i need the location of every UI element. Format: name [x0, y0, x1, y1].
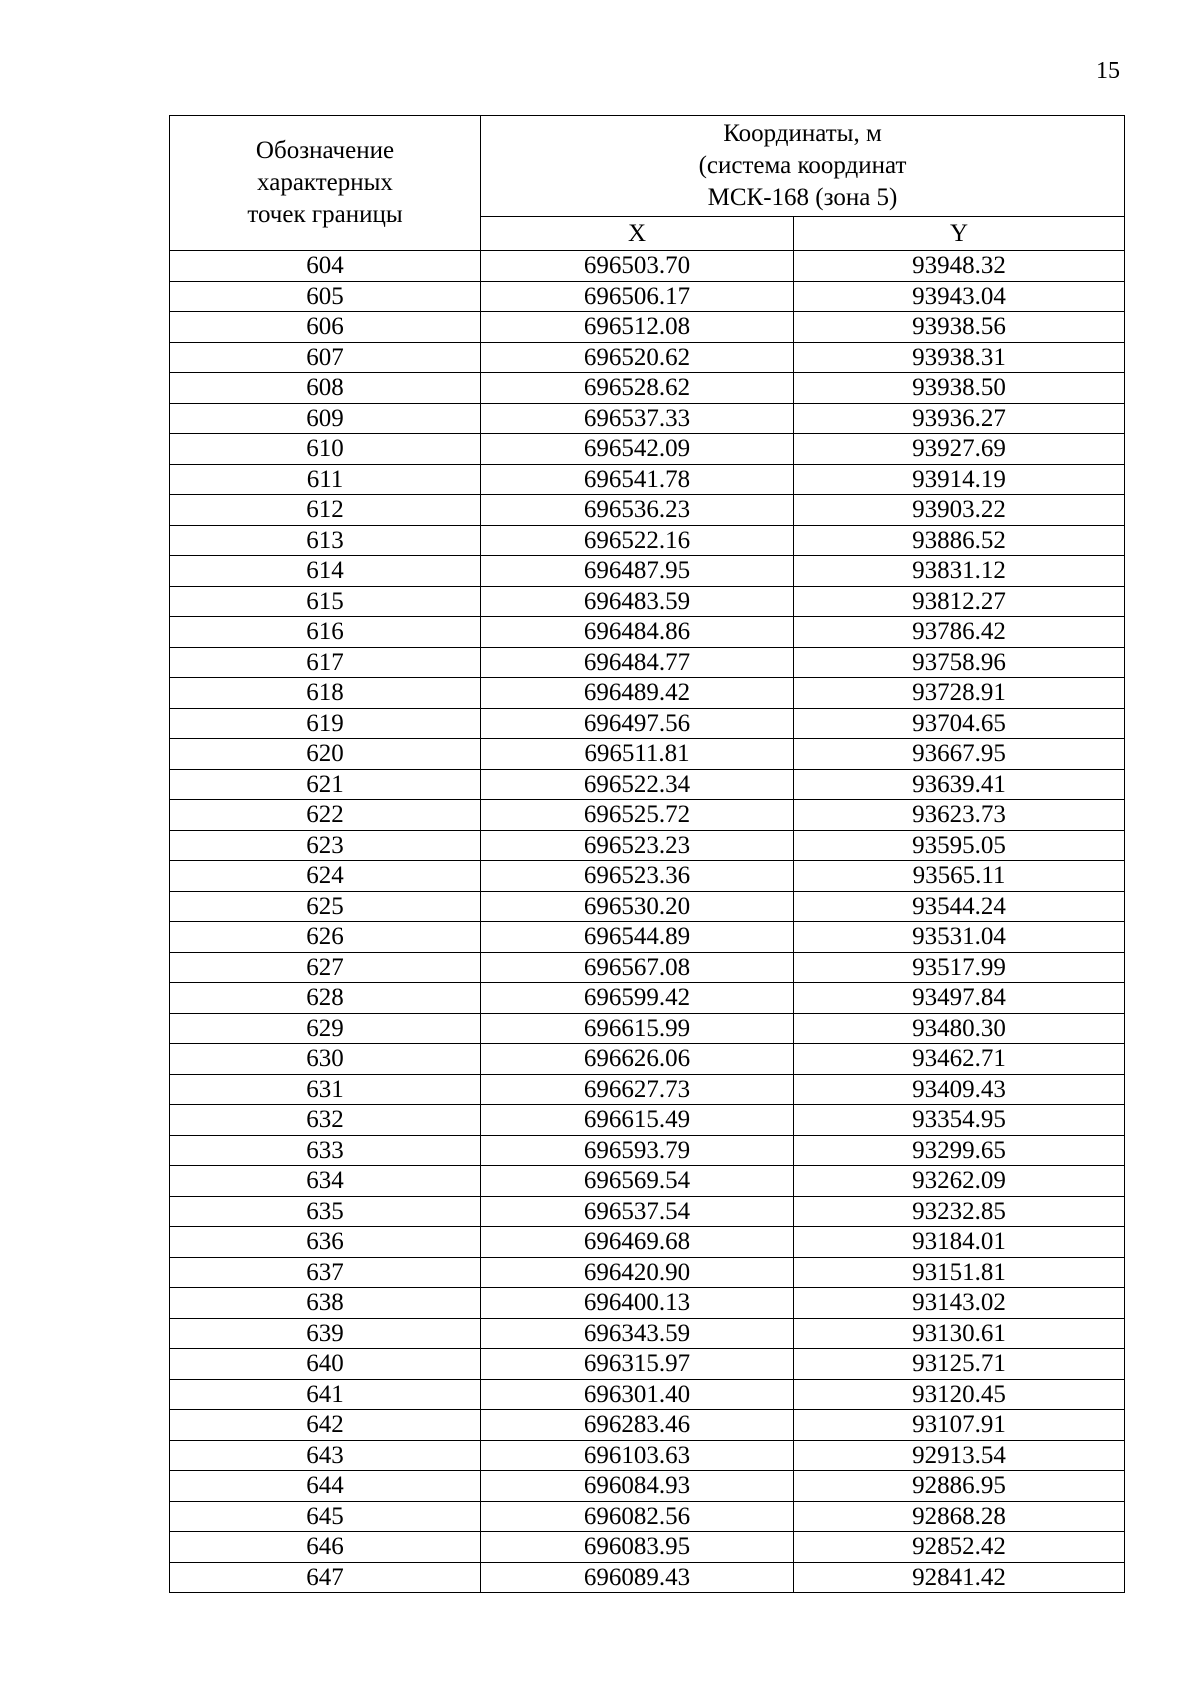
point-cell: 645: [170, 1501, 481, 1532]
header-point-line-1: Обозначение: [255, 137, 395, 164]
table-row: [170, 251, 1125, 282]
point-cell: 607: [170, 342, 481, 373]
header-point-designation: [170, 116, 481, 251]
header-coordinates-line-1: Координаты, м: [723, 119, 882, 147]
point-cell: 611: [170, 464, 481, 495]
x-cell: 696489.42: [481, 678, 794, 709]
table-row: [170, 1074, 1125, 1105]
x-cell: 696542.09: [481, 434, 794, 465]
y-cell: 93936.27: [794, 403, 1125, 434]
y-cell: 93667.95: [794, 739, 1125, 770]
point-cell: 624: [170, 861, 481, 892]
y-cell: 93151.81: [794, 1257, 1125, 1288]
table-row: [170, 1532, 1125, 1563]
y-cell: 92841.42: [794, 1562, 1125, 1593]
point-cell: 639: [170, 1318, 481, 1349]
x-cell: 696487.95: [481, 556, 794, 587]
y-cell: 93143.02: [794, 1288, 1125, 1319]
table-row: [170, 1196, 1125, 1227]
point-cell: 619: [170, 708, 481, 739]
table-row: [170, 739, 1125, 770]
y-cell: 93704.65: [794, 708, 1125, 739]
table-row: [170, 586, 1125, 617]
table-row: [170, 495, 1125, 526]
y-cell: 93639.41: [794, 769, 1125, 800]
point-cell: 642: [170, 1410, 481, 1441]
y-cell: 93943.04: [794, 281, 1125, 312]
y-cell: 93938.50: [794, 373, 1125, 404]
point-cell: 646: [170, 1532, 481, 1563]
point-cell: 640: [170, 1349, 481, 1380]
coordinates-table: [169, 115, 1125, 1593]
point-cell: 621: [170, 769, 481, 800]
point-cell: 647: [170, 1562, 481, 1593]
y-cell: 93938.31: [794, 342, 1125, 373]
point-cell: 610: [170, 434, 481, 465]
y-cell: 93299.65: [794, 1135, 1125, 1166]
table-row: [170, 1501, 1125, 1532]
y-cell: 93786.42: [794, 617, 1125, 648]
point-cell: 609: [170, 403, 481, 434]
y-cell: 93544.24: [794, 891, 1125, 922]
header-x: X: [481, 216, 794, 250]
table-row: [170, 983, 1125, 1014]
point-cell: 627: [170, 952, 481, 983]
point-cell: 643: [170, 1440, 481, 1471]
x-cell: 696283.46: [481, 1410, 794, 1441]
table-row: [170, 922, 1125, 953]
page-number: 15: [1096, 58, 1120, 84]
y-cell: 93728.91: [794, 678, 1125, 709]
table-row: [170, 1471, 1125, 1502]
point-cell: 637: [170, 1257, 481, 1288]
x-cell: 696083.95: [481, 1532, 794, 1563]
x-cell: 696522.16: [481, 525, 794, 556]
x-cell: 696522.34: [481, 769, 794, 800]
point-cell: 641: [170, 1379, 481, 1410]
y-cell: 93262.09: [794, 1166, 1125, 1197]
y-cell: 93595.05: [794, 830, 1125, 861]
x-cell: 696537.54: [481, 1196, 794, 1227]
table-row: [170, 678, 1125, 709]
point-cell: 632: [170, 1105, 481, 1136]
point-cell: 605: [170, 281, 481, 312]
table-row: [170, 312, 1125, 343]
x-cell: 696537.33: [481, 403, 794, 434]
point-cell: 604: [170, 251, 481, 282]
x-cell: 696544.89: [481, 922, 794, 953]
x-cell: 696315.97: [481, 1349, 794, 1380]
point-cell: 608: [170, 373, 481, 404]
point-cell: 628: [170, 983, 481, 1014]
header-point-line-3: точек границы: [247, 201, 403, 228]
table-row: [170, 1440, 1125, 1471]
header-coordinates: [481, 116, 1125, 217]
table-body: [170, 251, 1125, 1593]
x-cell: 696343.59: [481, 1318, 794, 1349]
x-cell: 696536.23: [481, 495, 794, 526]
table-row: [170, 1227, 1125, 1258]
header-coordinates-line-3: МСК-168 (зона 5): [707, 183, 898, 211]
table-row: [170, 434, 1125, 465]
x-cell: 696523.23: [481, 830, 794, 861]
table-row: [170, 525, 1125, 556]
point-cell: 614: [170, 556, 481, 587]
table-row: [170, 952, 1125, 983]
point-cell: 612: [170, 495, 481, 526]
table-row: [170, 1349, 1125, 1380]
y-cell: 93497.84: [794, 983, 1125, 1014]
table-row: [170, 1288, 1125, 1319]
x-cell: 696420.90: [481, 1257, 794, 1288]
y-cell: 92852.42: [794, 1532, 1125, 1563]
y-cell: 93480.30: [794, 1013, 1125, 1044]
y-cell: 93948.32: [794, 251, 1125, 282]
y-cell: 93938.56: [794, 312, 1125, 343]
x-cell: 696541.78: [481, 464, 794, 495]
table-row: [170, 1257, 1125, 1288]
table-row: [170, 403, 1125, 434]
x-cell: 696503.70: [481, 251, 794, 282]
y-cell: 93623.73: [794, 800, 1125, 831]
point-cell: 635: [170, 1196, 481, 1227]
x-cell: 696301.40: [481, 1379, 794, 1410]
y-cell: 92868.28: [794, 1501, 1125, 1532]
y-cell: 93232.85: [794, 1196, 1125, 1227]
table-row: [170, 373, 1125, 404]
y-cell: 93927.69: [794, 434, 1125, 465]
y-cell: 93409.43: [794, 1074, 1125, 1105]
point-cell: 644: [170, 1471, 481, 1502]
x-cell: 696511.81: [481, 739, 794, 770]
point-cell: 630: [170, 1044, 481, 1075]
x-cell: 696569.54: [481, 1166, 794, 1197]
y-cell: 93184.01: [794, 1227, 1125, 1258]
x-cell: 696599.42: [481, 983, 794, 1014]
x-cell: 696512.08: [481, 312, 794, 343]
x-cell: 696469.68: [481, 1227, 794, 1258]
y-cell: 93831.12: [794, 556, 1125, 587]
x-cell: 696567.08: [481, 952, 794, 983]
table-row: [170, 1379, 1125, 1410]
point-cell: 622: [170, 800, 481, 831]
x-cell: 696103.63: [481, 1440, 794, 1471]
x-cell: 696520.62: [481, 342, 794, 373]
y-cell: 92886.95: [794, 1471, 1125, 1502]
header-coordinates-line-2: (система координат: [698, 151, 907, 179]
table-row: [170, 708, 1125, 739]
x-cell: 696615.99: [481, 1013, 794, 1044]
point-cell: 633: [170, 1135, 481, 1166]
table-row: [170, 617, 1125, 648]
table-header: [170, 116, 1125, 251]
header-y: Y: [794, 216, 1125, 250]
x-cell: 696523.36: [481, 861, 794, 892]
point-cell: 623: [170, 830, 481, 861]
x-cell: 696497.56: [481, 708, 794, 739]
table-row: [170, 1105, 1125, 1136]
y-cell: 93354.95: [794, 1105, 1125, 1136]
table-row: [170, 464, 1125, 495]
x-cell: 696593.79: [481, 1135, 794, 1166]
x-cell: 696483.59: [481, 586, 794, 617]
y-cell: 92913.54: [794, 1440, 1125, 1471]
header-point-line-2: характерных: [257, 169, 393, 196]
y-cell: 93886.52: [794, 525, 1125, 556]
table-row: [170, 769, 1125, 800]
point-cell: 620: [170, 739, 481, 770]
table-row: [170, 1562, 1125, 1593]
y-cell: 93914.19: [794, 464, 1125, 495]
x-cell: 696400.13: [481, 1288, 794, 1319]
x-cell: 696084.93: [481, 1471, 794, 1502]
y-cell: 93531.04: [794, 922, 1125, 953]
table-row: [170, 1135, 1125, 1166]
header-row-top: [170, 116, 1125, 217]
x-cell: 696525.72: [481, 800, 794, 831]
table-row: [170, 1410, 1125, 1441]
x-cell: 696484.77: [481, 647, 794, 678]
table-row: [170, 1318, 1125, 1349]
point-cell: 625: [170, 891, 481, 922]
table-row: [170, 281, 1125, 312]
y-cell: 93565.11: [794, 861, 1125, 892]
table-row: [170, 861, 1125, 892]
y-cell: 93462.71: [794, 1044, 1125, 1075]
point-cell: 636: [170, 1227, 481, 1258]
x-cell: 696627.73: [481, 1074, 794, 1105]
point-cell: 616: [170, 617, 481, 648]
x-cell: 696089.43: [481, 1562, 794, 1593]
x-cell: 696506.17: [481, 281, 794, 312]
point-cell: 629: [170, 1013, 481, 1044]
point-cell: 634: [170, 1166, 481, 1197]
table-row: [170, 1166, 1125, 1197]
x-cell: 696530.20: [481, 891, 794, 922]
point-cell: 631: [170, 1074, 481, 1105]
x-cell: 696082.56: [481, 1501, 794, 1532]
point-cell: 638: [170, 1288, 481, 1319]
x-cell: 696626.06: [481, 1044, 794, 1075]
x-cell: 696484.86: [481, 617, 794, 648]
table-row: [170, 830, 1125, 861]
y-cell: 93125.71: [794, 1349, 1125, 1380]
y-cell: 93812.27: [794, 586, 1125, 617]
y-cell: 93517.99: [794, 952, 1125, 983]
table-row: [170, 1044, 1125, 1075]
table-row: [170, 647, 1125, 678]
table-row: [170, 342, 1125, 373]
y-cell: 93120.45: [794, 1379, 1125, 1410]
table-row: [170, 891, 1125, 922]
point-cell: 613: [170, 525, 481, 556]
x-cell: 696615.49: [481, 1105, 794, 1136]
y-cell: 93107.91: [794, 1410, 1125, 1441]
point-cell: 626: [170, 922, 481, 953]
y-cell: 93130.61: [794, 1318, 1125, 1349]
x-cell: 696528.62: [481, 373, 794, 404]
point-cell: 618: [170, 678, 481, 709]
point-cell: 606: [170, 312, 481, 343]
point-cell: 617: [170, 647, 481, 678]
y-cell: 93758.96: [794, 647, 1125, 678]
y-cell: 93903.22: [794, 495, 1125, 526]
table-row: [170, 800, 1125, 831]
table-row: [170, 1013, 1125, 1044]
point-cell: 615: [170, 586, 481, 617]
table-row: [170, 556, 1125, 587]
